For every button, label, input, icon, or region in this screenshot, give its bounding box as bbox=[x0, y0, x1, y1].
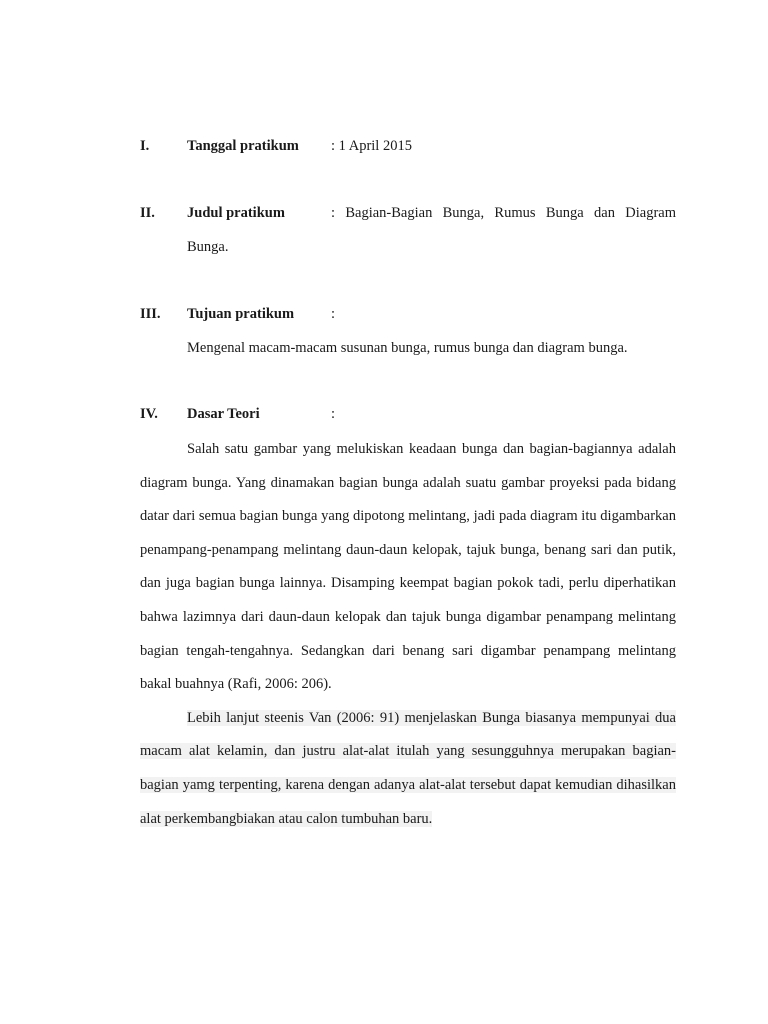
section-number: I. bbox=[140, 138, 150, 154]
section-continuation: Bunga. bbox=[187, 239, 229, 255]
theory-paragraph-2-text: Lebih lanjut steenis Van (2006: 91) menjelaskan Bunga biasanya mempunyai dua macam alat kelamin, dan justru alat-alat itulah yang sesungguhnya merupakan bagian-bagian yamg terpenting, karena dengan adanya alat-alat tersebut dapat kemudian dihasilkan alat perkembangbiakan atau calon tumbuhan baru. bbox=[140, 709, 676, 827]
theory-paragraph-2 bbox=[140, 702, 676, 836]
section-value: : bbox=[331, 306, 336, 322]
section-label: Tanggal pratikum bbox=[187, 138, 299, 154]
section-date bbox=[140, 135, 676, 157]
section-number: II. bbox=[140, 205, 155, 221]
section-content: Mengenal macam-macam susunan bunga, rumus bunga dan diagram bunga. bbox=[187, 340, 628, 356]
section-number: III. bbox=[140, 306, 161, 322]
section-title bbox=[140, 202, 676, 258]
section-value: : bbox=[331, 406, 336, 422]
section-number: IV. bbox=[140, 406, 158, 422]
section-label: Dasar Teori bbox=[187, 406, 260, 422]
section-label: Tujuan pratikum bbox=[187, 306, 295, 322]
section-theory bbox=[140, 403, 676, 425]
section-purpose bbox=[140, 303, 676, 359]
section-value: : 1 April 2015 bbox=[331, 138, 412, 154]
theory-body bbox=[140, 433, 676, 836]
theory-paragraph-1: Salah satu gambar yang melukiskan keadaan bunga dan bagian-bagiannya adalah diagram bunga. Yang dinamakan bagian bunga adalah suatu gambar proyeksi pada bidang datar dari semua bagian bunga yang dipotong melintang, jadi pada diagram itu digambarkan penampang-penampang melintang daun-daun kelopak, tajuk bunga, benang sari dan putik, dan juga bagian bunga lainnya. Disamping keempat bagian pokok tadi, perlu diperhatikan bahwa lazimnya dari daun-daun kelopak dan tajuk bunga digambar penampang melintang bagian tengah-tengahnya. Sedangkan dari benang sari digambar penampang melintang bakal buahnya (Rafi, 2006: 206). bbox=[140, 441, 676, 693]
section-value: : Bagian-Bagian Bunga, Rumus Bunga dan Diagram bbox=[331, 205, 676, 221]
section-label: Judul pratikum bbox=[187, 205, 285, 221]
